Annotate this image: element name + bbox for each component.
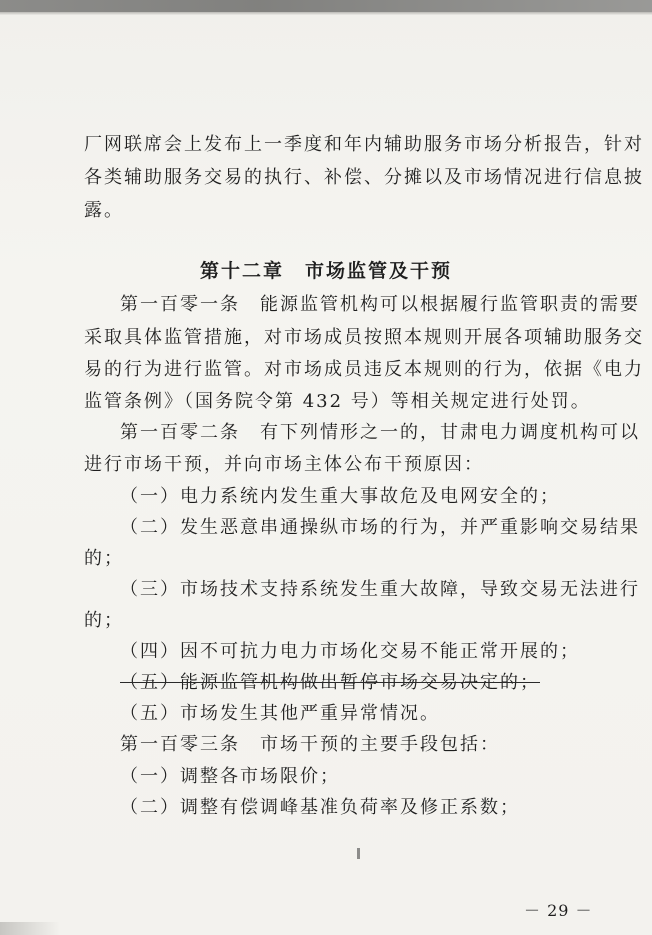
article-103-line: 第一百零三条 市场干预的主要手段包括： [120, 734, 500, 755]
scan-top-edge [0, 12, 652, 15]
article-101-line: 采取具体监管措施，对市场成员按照本规则开展各项辅助服务交 [84, 327, 644, 348]
list-item-continuation: 的； [84, 610, 124, 631]
article-101-line: 第一百零一条 能源监管机构可以根据履行监管职责的需要 [120, 294, 640, 315]
stray-scan-mark [357, 848, 360, 859]
paragraph-line: 露。 [84, 200, 124, 221]
paragraph-line: 各类辅助服务交易的执行、补偿、分摊以及市场情况进行信息披 [84, 167, 644, 188]
struck-list-item: （五）能源监管机构做出暂停市场交易决定的； [120, 672, 540, 693]
chapter-heading: 第十二章 市场监管及干预 [199, 260, 452, 282]
scan-top-shadow [0, 0, 652, 12]
list-item: （三）市场技术支持系统发生重大故障，导致交易无法进行 [120, 579, 640, 600]
paragraph-line: 厂网联席会上发布上一季度和年内辅助服务市场分析报告，针对 [84, 134, 644, 155]
list-item: （四）因不可抗力电力市场化交易不能正常开展的； [120, 641, 580, 662]
article-102-line: 进行市场干预，并向市场主体公布干预原因： [84, 454, 484, 475]
list-item-continuation: 的； [84, 548, 124, 569]
list-item: （一）电力系统内发生重大事故危及电网安全的； [120, 486, 560, 507]
page-number: － 29 － [524, 901, 593, 920]
article-102-line: 第一百零二条 有下列情形之一的，甘肃电力调度机构可以 [120, 422, 640, 443]
list-item: （二）调整有偿调峰基准负荷率及修正系数； [120, 797, 520, 818]
article-101-line: 易的行为进行监管。对市场成员违反本规则的行为，依据《电力 [84, 359, 644, 380]
list-item: （二）发生恶意串通操纵市场的行为，并严重影响交易结果 [120, 517, 640, 538]
list-item: （五）市场发生其他严重异常情况。 [120, 703, 440, 724]
scan-bottom-smudge [0, 922, 60, 935]
list-item: （一）调整各市场限价； [120, 766, 340, 787]
article-101-line: 监管条例》（国务院令第 432 号）等相关规定进行处罚。 [84, 391, 591, 412]
